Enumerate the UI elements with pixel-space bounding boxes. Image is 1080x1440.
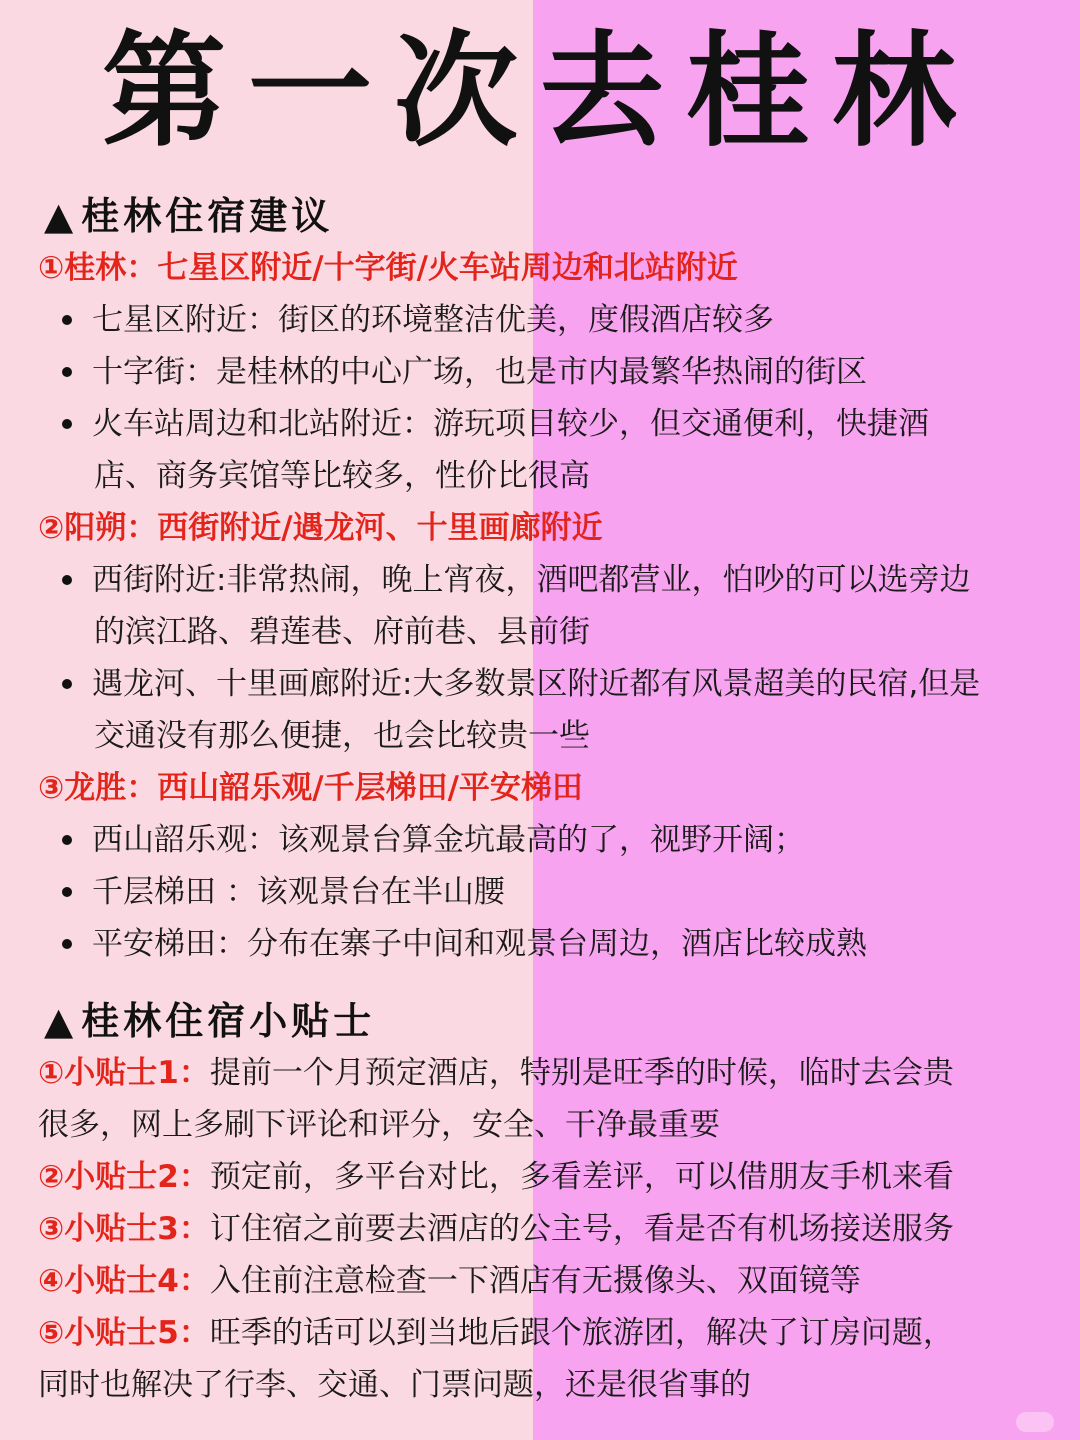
list-item xyxy=(62,820,805,860)
section-heading-text: 桂林住宿建议 xyxy=(81,194,334,238)
list-item xyxy=(62,404,929,444)
list-item xyxy=(62,560,970,600)
tip-text: 订住宿之前要去酒店的公主号，看是否有机场接送服务 xyxy=(209,1211,954,1247)
list-item-text: 千层梯田 ：该观景台在半山腰 xyxy=(92,874,505,910)
tip-label: ⑤小贴士5： xyxy=(38,1315,210,1351)
bullet-dot-icon xyxy=(62,315,72,325)
tip-label: ④小贴士4： xyxy=(38,1263,210,1299)
list-item-text: 西街附近:非常热闹，晚上宵夜，酒吧都营业，怕吵的可以选旁边 xyxy=(92,562,971,598)
bullet-dot-icon xyxy=(62,887,72,897)
tip-label: ③小贴士3： xyxy=(38,1211,210,1247)
tip-label: ①小贴士1： xyxy=(38,1055,210,1091)
tip-item xyxy=(38,1313,954,1353)
tip-continuation: 很多，网上多刷下评论和评分，安全、干净最重要 xyxy=(38,1107,720,1143)
list-item-text: 遇龙河、十里画廊附近:大多数景区附近都有风景超美的民宿,但是 xyxy=(92,666,981,702)
list-item-text: 西山韶乐观：该观景台算金坑最高的了，视野开阔； xyxy=(92,822,805,858)
triangle-icon: ▲ xyxy=(44,194,78,238)
list-item xyxy=(62,664,980,704)
list-item-continuation: 的滨江路、碧莲巷、府前巷、县前街 xyxy=(94,614,590,650)
area-heading-longsheng: ③龙胜：西山韶乐观/千层梯田/平安梯田 xyxy=(38,770,583,806)
tip-text: 预定前，多平台对比，多看差评，可以借朋友手机来看 xyxy=(209,1159,954,1195)
list-item xyxy=(62,924,867,964)
bullet-dot-icon xyxy=(62,835,72,845)
tip-continuation: 同时也解决了行李、交通、门票问题，还是很省事的 xyxy=(38,1367,751,1403)
list-item-continuation: 交通没有那么便捷，也会比较贵一些 xyxy=(94,718,590,754)
bullet-dot-icon xyxy=(62,419,72,429)
bullet-dot-icon xyxy=(62,939,72,949)
triangle-icon: ▲ xyxy=(44,999,78,1043)
tip-item xyxy=(38,1053,954,1093)
list-item-text: 平安梯田：分布在寨子中间和观景台周边，酒店比较成熟 xyxy=(92,926,867,962)
bullet-dot-icon xyxy=(62,679,72,689)
tip-item xyxy=(38,1209,954,1249)
page-title: 第一次去桂林 xyxy=(101,19,978,164)
tip-item xyxy=(38,1157,954,1197)
bullet-dot-icon xyxy=(62,575,72,585)
list-item xyxy=(62,872,505,912)
section-heading-accommodation xyxy=(44,185,333,240)
tip-text: 提前一个月预定酒店，特别是旺季的时候，临时去会贵 xyxy=(209,1055,954,1091)
tip-item xyxy=(38,1261,861,1301)
watermark-badge xyxy=(1016,1412,1054,1432)
bullet-dot-icon xyxy=(62,367,72,377)
area-heading-yangshuo: ②阳朔：西街附近/遇龙河、十里画廊附近 xyxy=(38,510,603,546)
tip-text: 入住前注意检查一下酒店有无摄像头、双面镜等 xyxy=(209,1263,861,1299)
tip-text: 旺季的话可以到当地后跟个旅游团，解决了订房问题， xyxy=(209,1315,954,1351)
list-item xyxy=(62,352,867,392)
tip-label: ②小贴士2： xyxy=(38,1159,210,1195)
section-heading-tips xyxy=(44,990,375,1045)
list-item-text: 七星区附近：街区的环境整洁优美，度假酒店较多 xyxy=(92,302,774,338)
section-heading-text: 桂林住宿小贴士 xyxy=(81,999,376,1043)
list-item-continuation: 店、商务宾馆等比较多，性价比很高 xyxy=(94,458,590,494)
list-item-text: 火车站周边和北站附近：游玩项目较少，但交通便利，快捷酒 xyxy=(92,406,929,442)
list-item xyxy=(62,300,774,340)
area-heading-guilin: ①桂林：七星区附近/十字街/火车站周边和北站附近 xyxy=(38,250,738,286)
list-item-text: 十字街：是桂林的中心广场，也是市内最繁华热闹的街区 xyxy=(92,354,867,390)
